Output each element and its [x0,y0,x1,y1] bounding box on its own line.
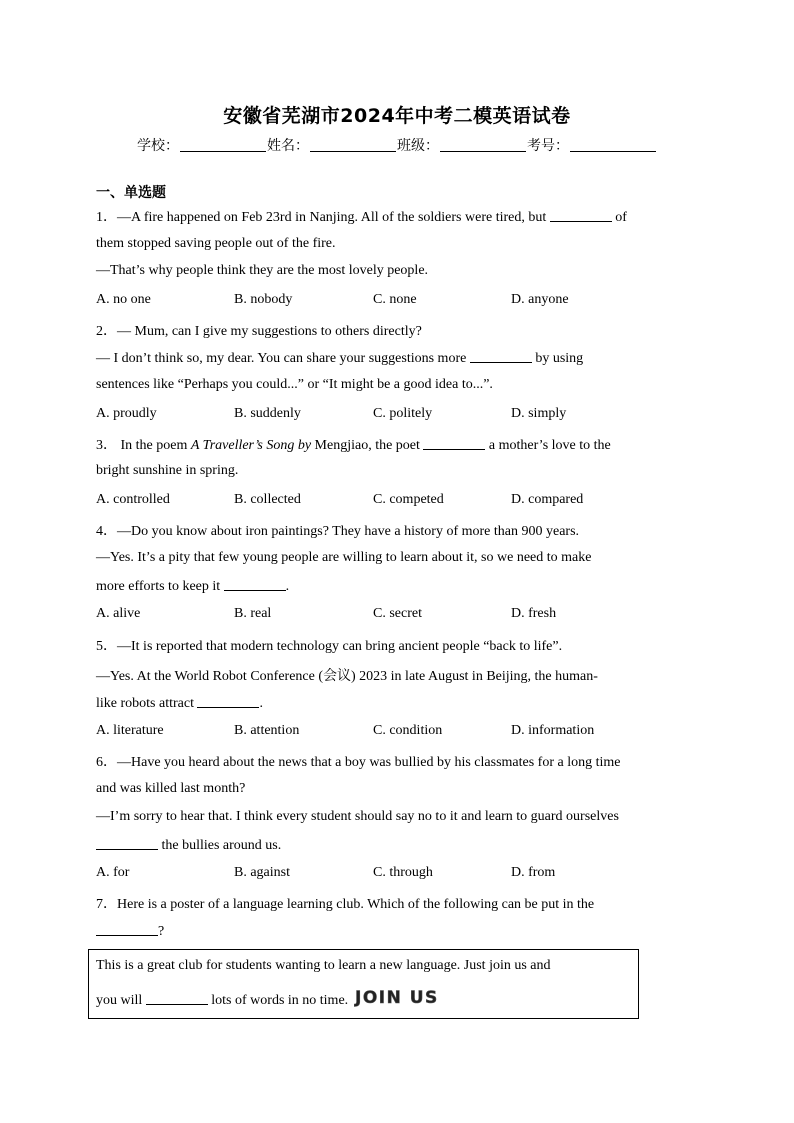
question-5-line-3 [96,695,696,712]
option-b[interactable]: B. attention [234,723,300,738]
option-d[interactable]: D. information [511,723,595,738]
option-c[interactable]: C. secret [373,606,422,621]
option-b[interactable]: B. real [234,606,272,621]
class-blank[interactable] [440,137,526,152]
question-7-line-1: 7．Here is a poster of a language learning club. Which of the following can be put in the [96,897,595,912]
question-7-text: ? [158,924,165,939]
question-2-line-3: sentences like “Perhaps you could...” or “It might be a good idea to...”. [96,377,493,392]
option-a[interactable]: A. literature [96,723,164,738]
question-5-line-2: —Yes. At the World Robot Conference (会议) 2023 in late August in Beijing, the human- [96,669,598,684]
option-a[interactable]: A. proudly [96,406,157,421]
question-2-line-1: 2．— Mum, can I give my suggestions to others directly? [96,324,422,339]
question-2-text: — I don’t think so, my dear. You can share your suggestions more [96,351,467,366]
question-1-line-3: —That’s why people think they are the most lovely people. [96,263,429,278]
question-6-line-1: 6．—Have you heard about the news that a boy was bullied by his classmates for a long time [96,755,621,770]
option-b[interactable]: B. suddenly [234,406,301,421]
question-5-line-1: 5．—It is reported that modern technology can bring ancient people “back to life”. [96,639,563,654]
question-1-text: of [615,210,627,225]
number-label: 考号： [527,138,569,154]
question-6-line-3: —I’m sorry to hear that. I think every student should say no to it and learn to guard ourselves [96,809,619,824]
option-a[interactable]: A. controlled [96,492,170,507]
section-heading: 一、单选题 [96,185,166,201]
question-7-line-2 [96,923,696,940]
question-5-text: . [259,696,263,711]
name-label: 姓名： [267,138,309,154]
question-1-text: 1．—A fire happened on Feb 23rd in Nanjing. All of the soldiers were tired, but [96,210,547,225]
option-d[interactable]: D. from [511,865,556,880]
question-2-line-2 [96,350,696,367]
question-3-line-1 [96,434,696,454]
option-b[interactable]: B. collected [234,492,301,507]
answer-blank [96,923,158,936]
question-6-text: the bullies around us. [161,838,282,853]
option-b[interactable]: B. against [234,865,290,880]
option-c[interactable]: C. none [373,292,417,307]
question-3-line-2: bright sunshine in spring. [96,463,239,478]
option-d[interactable]: D. compared [511,492,584,507]
option-c[interactable]: C. politely [373,406,433,421]
answer-blank [470,350,532,363]
option-d[interactable]: D. fresh [511,606,557,621]
question-3-text: 3． In the poem [96,438,191,453]
question-6-line-4 [96,837,696,854]
question-4-line-1: 4．—Do you know about iron paintings? They have a history of more than 900 years. [96,524,580,539]
number-blank[interactable] [570,137,656,152]
student-info-row [0,135,794,155]
poster-text: you will [96,993,143,1008]
option-d[interactable]: D. simply [511,406,567,421]
option-b[interactable]: B. nobody [234,292,293,307]
question-4-line-3 [96,578,696,595]
school-label: 学校： [137,138,179,154]
answer-blank [423,437,485,450]
poem-title: A Traveller’s Song by [190,438,312,453]
option-a[interactable]: A. alive [96,606,141,621]
question-1-line-2: them stopped saving people out of the fire. [96,236,336,251]
question-4-line-2: —Yes. It’s a pity that few young people are willing to learn about it, so we need to make [96,550,592,565]
option-a[interactable]: A. no one [96,292,151,307]
question-4-text: more efforts to keep it [96,579,221,594]
poster-line-2 [96,987,633,1009]
poster-text: lots of words in no time. [211,993,349,1008]
question-4-text: . [285,579,290,594]
join-us-logo-text: JOIN US [354,988,439,1007]
club-poster [88,949,639,1019]
option-c[interactable]: C. competed [373,492,444,507]
answer-blank [550,209,612,222]
option-d[interactable]: D. anyone [511,292,569,307]
option-c[interactable]: C. condition [373,723,443,738]
poster-line-1: This is a great club for students wanting to learn a new language. Just join us and [96,958,551,973]
question-6-line-2: and was killed last month? [96,781,246,796]
name-blank[interactable] [310,137,396,152]
answer-blank [197,695,259,708]
option-c[interactable]: C. through [373,865,433,880]
question-3-text: a mother’s love to the [488,438,611,453]
question-5-text: like robots attract [96,696,194,711]
join-us-logo [354,987,452,1007]
question-3-text: Mengjiao, the poet [311,438,420,453]
option-a[interactable]: A. for [96,865,130,880]
question-1-line-1 [96,206,696,226]
question-2-text: by using [535,351,584,366]
answer-blank [146,992,208,1005]
answer-blank [96,837,158,850]
answer-blank [224,578,286,591]
school-blank[interactable] [180,137,266,152]
exam-title: 安徽省芜湖市2024年中考二模英语试卷 [223,105,571,127]
class-label: 班级： [397,138,439,154]
